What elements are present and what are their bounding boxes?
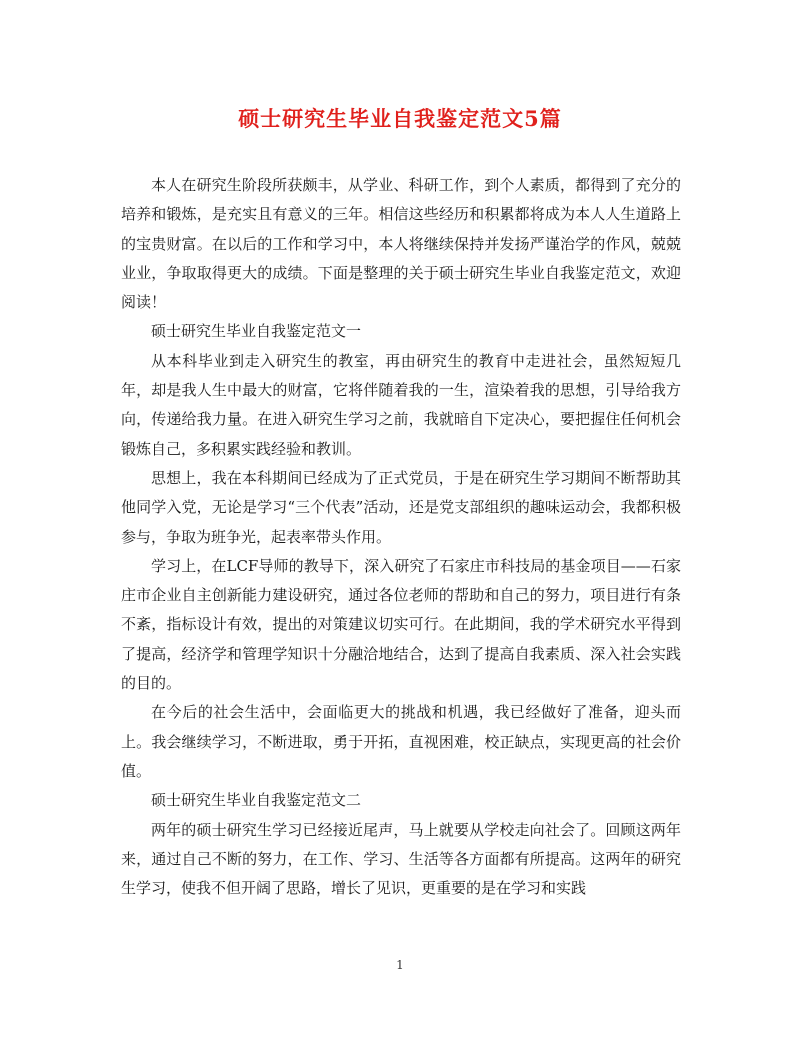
section1-paragraph-2: 思想上，我在本科期间已经成为了正式党员，于是在研究生学习期间不断帮助其他同学入党，无论是学习“三个代表”活动，还是党支部组织的趣味运动会，我都积极参与，争取为班争光，起表率带头作用。 <box>121 468 681 546</box>
section-heading-2: 硕士研究生毕业自我鉴定范文二 <box>151 791 362 810</box>
page-number: 1 <box>396 958 404 972</box>
section2-paragraph-1: 两年的硕士研究生学习已经接近尾声，马上就要从学校走向社会了。回顾这两年来，通过自己不断的努力，在工作、学习、生活等各方面都有所提高。这两年的研究生学习，使我不但开阔了思路，增长了见识，更重要的是在学习和实践 <box>121 820 681 898</box>
intro-paragraph: 本人在研究生阶段所获颇丰，从学业、科研工作，到个人素质，都得到了充分的培养和锻炼，是充实且有意义的三年。相信这些经历和积累都将成为本人人生道路上的宝贵财富。在以后的工作和学习中，本人将继续保持并发扬严谨治学的作风，兢兢业业，争取取得更大的成绩。下面是整理的关于硕士研究生毕业自我鉴定范文，欢迎阅读！ <box>121 176 681 312</box>
document-title: 硕士研究生毕业自我鉴定范文5篇 <box>238 106 562 131</box>
section-heading-1: 硕士研究生毕业自我鉴定范文一 <box>151 322 362 341</box>
section1-paragraph-4: 在今后的社会生活中，会面临更大的挑战和机遇，我已经做好了准备，迎头而上。我会继续学习，不断进取，勇于开拓，直视困难，校正缺点，实现更高的社会价值。 <box>121 703 681 780</box>
section1-paragraph-3: 学习上，在LCF导师的教导下，深入研究了石家庄市科技局的基金项目——石家庄市企业自主创新能力建设研究，通过各位老师的帮助和自己的努力，项目进行有条不紊，指标设计有效，提出的对策建议切实可行。在此期间，我的学术研究水平得到了提高，经济学和管理学知识十分融洽地结合，达到了提高自我素质、深入社会实践的目的。 <box>121 556 681 693</box>
section1-paragraph-1: 从本科毕业到走入研究生的教室，再由研究生的教育中走进社会，虽然短短几年，却是我人生中最大的财富，它将伴随着我的一生，渲染着我的思想，引导给我方向，传递给我力量。在进入研究生学习之前，我就暗自下定决心，要把握住任何机会锻炼自己，多积累实践经验和教训。 <box>121 351 681 458</box>
document-body <box>121 171 681 903</box>
